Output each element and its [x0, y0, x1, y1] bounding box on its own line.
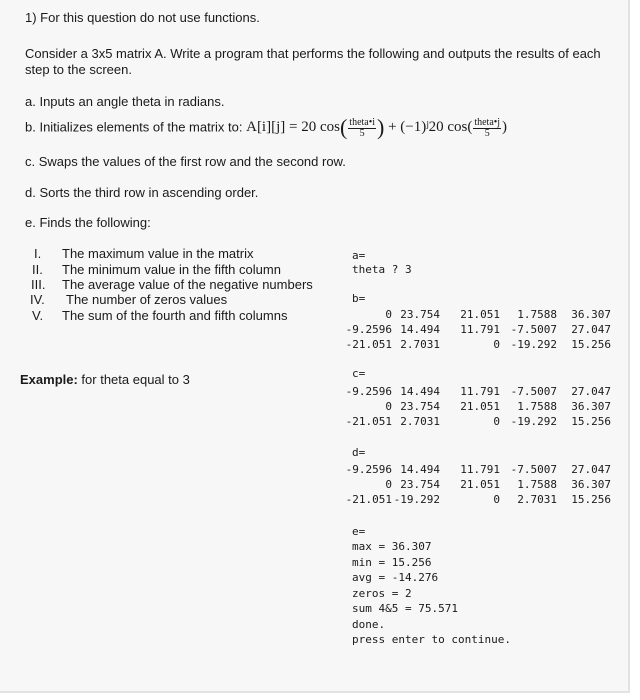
matrix-cell: 14.494: [400, 385, 440, 398]
formula-fraction-2: $\frac{\text{theta•j}}{5}$: [474, 116, 501, 139]
matrix-cell: -21.051: [345, 415, 392, 428]
finds-item-number: IV.: [30, 292, 45, 307]
matrix-cell: 0: [385, 308, 392, 321]
step-b-label: b. Initializes elements of the matrix to:: [25, 119, 243, 135]
finds-item-number: I.: [34, 246, 42, 261]
matrix-cell: 15.256: [571, 415, 611, 428]
matrix-cell: 27.047: [571, 463, 611, 476]
finds-item-text: The sum of the fourth and fifth columns: [62, 308, 288, 323]
matrix-cell: 21.051: [460, 308, 500, 321]
formula-mid: + (−1)ʲ20 cos(: [388, 119, 473, 136]
matrix-cell: 36.307: [571, 400, 611, 413]
matrix-cell: 14.494: [400, 323, 440, 336]
matrix-cell: 14.494: [400, 463, 440, 476]
matrix-cell: 15.256: [571, 493, 611, 506]
matrix-cell: 0: [493, 493, 500, 506]
matrix-cell: 0: [385, 400, 392, 413]
matrix-cell: -9.2596: [345, 463, 392, 476]
matrix-cell: 11.791: [460, 463, 500, 476]
console-result-line: max = 36.307: [352, 540, 432, 553]
matrix-cell: 21.051: [460, 400, 500, 413]
matrix-cell: 36.307: [571, 478, 611, 491]
console-e-label: e=: [352, 525, 366, 538]
formula-lhs: A[i][j] = 20 cos: [246, 119, 340, 136]
matrix-cell: -7.5007: [510, 385, 557, 398]
console-theta-prompt: theta ? 3: [352, 263, 412, 276]
step-e: e. Finds the following:: [25, 215, 151, 230]
console-a-label: a=: [352, 249, 366, 262]
matrix-cell: 1.7588: [517, 478, 557, 491]
console-d-label: d=: [352, 446, 366, 459]
matrix-cell: 2.7031: [517, 493, 557, 506]
matrix-cell: 21.051: [460, 478, 500, 491]
question-title: 1) For this question do not use functions.: [25, 10, 260, 25]
matrix-cell: 1.7588: [517, 400, 557, 413]
matrix-cell: -7.5007: [510, 323, 557, 336]
step-b: [25, 115, 507, 141]
console-result-line: press enter to continue.: [352, 633, 511, 646]
finds-item-text: The average value of the negative numbers: [62, 277, 313, 292]
matrix-cell: -19.292: [510, 415, 557, 428]
finds-item-number: II.: [32, 262, 43, 277]
console-result-line: avg = -14.276: [352, 571, 439, 584]
matrix-cell: -7.5007: [510, 463, 557, 476]
console-b-label: b=: [352, 292, 366, 305]
matrix-cell: 0: [493, 338, 500, 351]
question-intro: Consider a 3x5 matrix A. Write a program that performs the following and outputs the results of each step to the screen.: [25, 46, 601, 77]
matrix-formula: A[i][j] = 20 cos( $\frac{\text{theta•i}}{5}$ ) + (−1)ʲ20 cos( $\frac{\text{theta•j}}{5}$ ): [246, 115, 508, 140]
matrix-cell: 23.754: [400, 478, 440, 491]
matrix-cell: 0: [385, 478, 392, 491]
formula-fraction-1: $\frac{\text{theta•i}}{5}$: [349, 116, 376, 139]
matrix-cell: -9.2596: [345, 323, 392, 336]
matrix-cell: 2.7031: [400, 338, 440, 351]
finds-item-text: The maximum value in the matrix: [62, 246, 254, 261]
finds-item-text: The number of zeros values: [66, 292, 228, 307]
finds-item-number: III.: [31, 277, 46, 292]
console-result-line: min = 15.256: [352, 555, 432, 569]
console-result-line: done.: [352, 617, 386, 631]
matrix-cell: 2.7031: [400, 415, 440, 428]
matrix-cell: 11.791: [460, 323, 500, 336]
matrix-cell: -21.051: [345, 338, 392, 351]
console-result-line: zeros = 2: [352, 586, 412, 600]
matrix-cell: -19.292: [393, 493, 440, 506]
step-c: c. Swaps the values of the first row and the second row.: [25, 154, 346, 169]
matrix-cell: -9.2596: [345, 385, 392, 398]
matrix-cell: 23.754: [400, 308, 440, 321]
step-a: a. Inputs an angle theta in radians.: [25, 94, 225, 109]
matrix-cell: 0: [493, 415, 500, 428]
finds-item-text: The minimum value in the fifth column: [62, 262, 281, 277]
matrix-cell: -21.051: [345, 493, 392, 506]
matrix-cell: 15.256: [571, 338, 611, 351]
console-result-line: sum 4&5 = 75.571: [352, 602, 458, 615]
matrix-cell: -19.292: [510, 338, 557, 351]
finds-item-number: V.: [32, 308, 44, 323]
example-label: Example: for theta equal to 3: [20, 372, 190, 387]
matrix-cell: 11.791: [460, 385, 500, 398]
matrix-cell: 27.047: [571, 323, 611, 336]
console-c-label: c=: [352, 367, 366, 380]
matrix-cell: 27.047: [571, 385, 611, 398]
matrix-cell: 36.307: [571, 308, 611, 321]
matrix-cell: 23.754: [400, 400, 440, 413]
matrix-cell: 1.7588: [517, 308, 557, 321]
step-d: d. Sorts the third row in ascending order.: [25, 185, 259, 200]
